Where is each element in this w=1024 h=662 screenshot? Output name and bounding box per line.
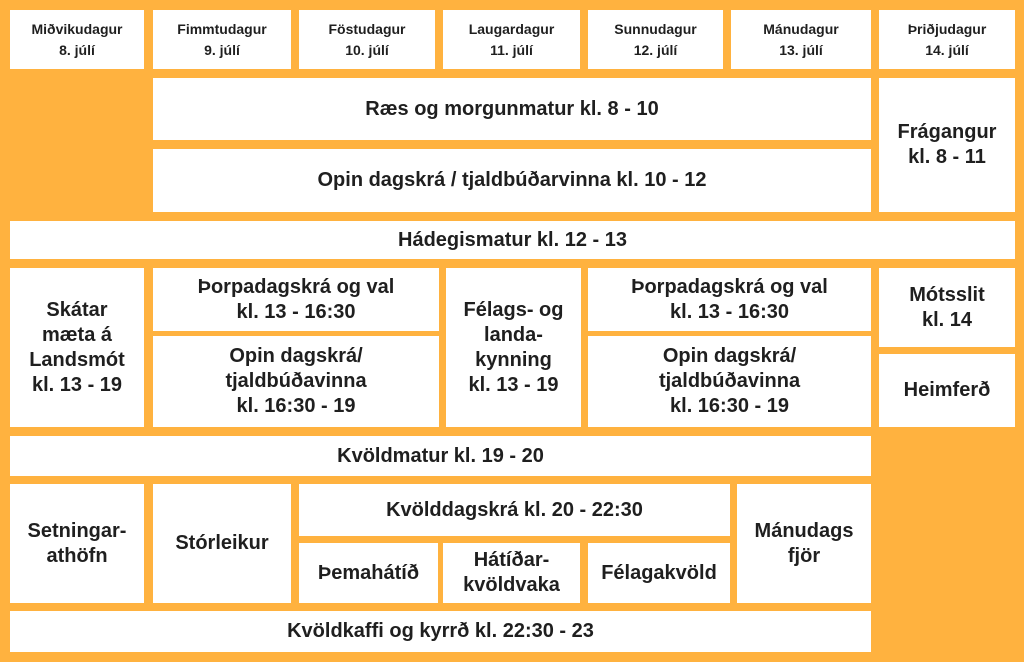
evening-coffee-block: Kvöldkaffi og kyrrð kl. 22:30 - 23 bbox=[10, 611, 871, 652]
monday-fun-block: Mánudags fjör bbox=[737, 484, 871, 603]
theme-festival-block: Þemahátíð bbox=[299, 543, 438, 603]
dinner-block: Kvöldmatur kl. 19 - 20 bbox=[10, 436, 871, 476]
day-header-monday bbox=[731, 10, 871, 69]
day-name: Laugardagur bbox=[468, 21, 555, 38]
open-program-afternoon-block-1: Opin dagskrá/ tjaldbúðavinna kl. 16:30 - 19 bbox=[153, 336, 439, 427]
day-name: Mánudagur bbox=[763, 21, 839, 38]
day-date: 9. júlí bbox=[204, 41, 240, 58]
lunch-block: Hádegismatur kl. 12 - 13 bbox=[10, 221, 1015, 259]
intro-block: Félags- og landa- kynning kl. 13 - 19 bbox=[446, 268, 581, 427]
departure-block: Heimferð bbox=[879, 354, 1015, 427]
day-date: 8. júlí bbox=[59, 41, 95, 58]
big-game-block: Stórleikur bbox=[153, 484, 291, 603]
closing-block: Mótsslit kl. 14 bbox=[879, 268, 1015, 347]
village-program-block-2: Þorpadagskrá og val kl. 13 - 16:30 bbox=[588, 268, 871, 331]
day-date: 11. júlí bbox=[490, 41, 533, 58]
day-date: 10. júlí bbox=[345, 41, 389, 58]
day-name: Föstudagur bbox=[328, 21, 406, 38]
village-program-block-1: Þorpadagskrá og val kl. 13 - 16:30 bbox=[153, 268, 439, 331]
day-date: 14. júlí bbox=[925, 41, 969, 58]
festival-evening-block: Hátíðar- kvöldvaka bbox=[443, 543, 580, 603]
day-header-friday bbox=[299, 10, 435, 69]
day-name: Miðvikudagur bbox=[31, 21, 123, 38]
breakfast-block: Ræs og morgunmatur kl. 8 - 10 bbox=[153, 78, 871, 140]
day-header-thursday bbox=[153, 10, 291, 69]
day-name: Þriðjudagur bbox=[907, 21, 987, 38]
open-program-morning-block: Opin dagskrá / tjaldbúðarvinna kl. 10 - 12 bbox=[153, 149, 871, 212]
day-date: 13. júlí bbox=[779, 41, 823, 58]
day-header-wednesday bbox=[10, 10, 144, 69]
day-header-saturday bbox=[443, 10, 580, 69]
opening-ceremony-block: Setningar- athöfn bbox=[10, 484, 144, 603]
open-program-afternoon-block-2: Opin dagskrá/ tjaldbúðavinna kl. 16:30 - 19 bbox=[588, 336, 871, 427]
club-evening-block: Félagakvöld bbox=[588, 543, 730, 603]
packing-block: Frágangur kl. 8 - 11 bbox=[879, 78, 1015, 212]
arrival-block: Skátar mæta á Landsmót kl. 13 - 19 bbox=[10, 268, 144, 427]
day-name: Sunnudagur bbox=[614, 21, 697, 38]
day-header-sunday bbox=[588, 10, 723, 69]
day-header-tuesday bbox=[879, 10, 1015, 69]
day-name: Fimmtudagur bbox=[177, 21, 267, 38]
day-date: 12. júlí bbox=[633, 41, 678, 58]
evening-program-block: Kvölddagskrá kl. 20 - 22:30 bbox=[299, 484, 730, 536]
